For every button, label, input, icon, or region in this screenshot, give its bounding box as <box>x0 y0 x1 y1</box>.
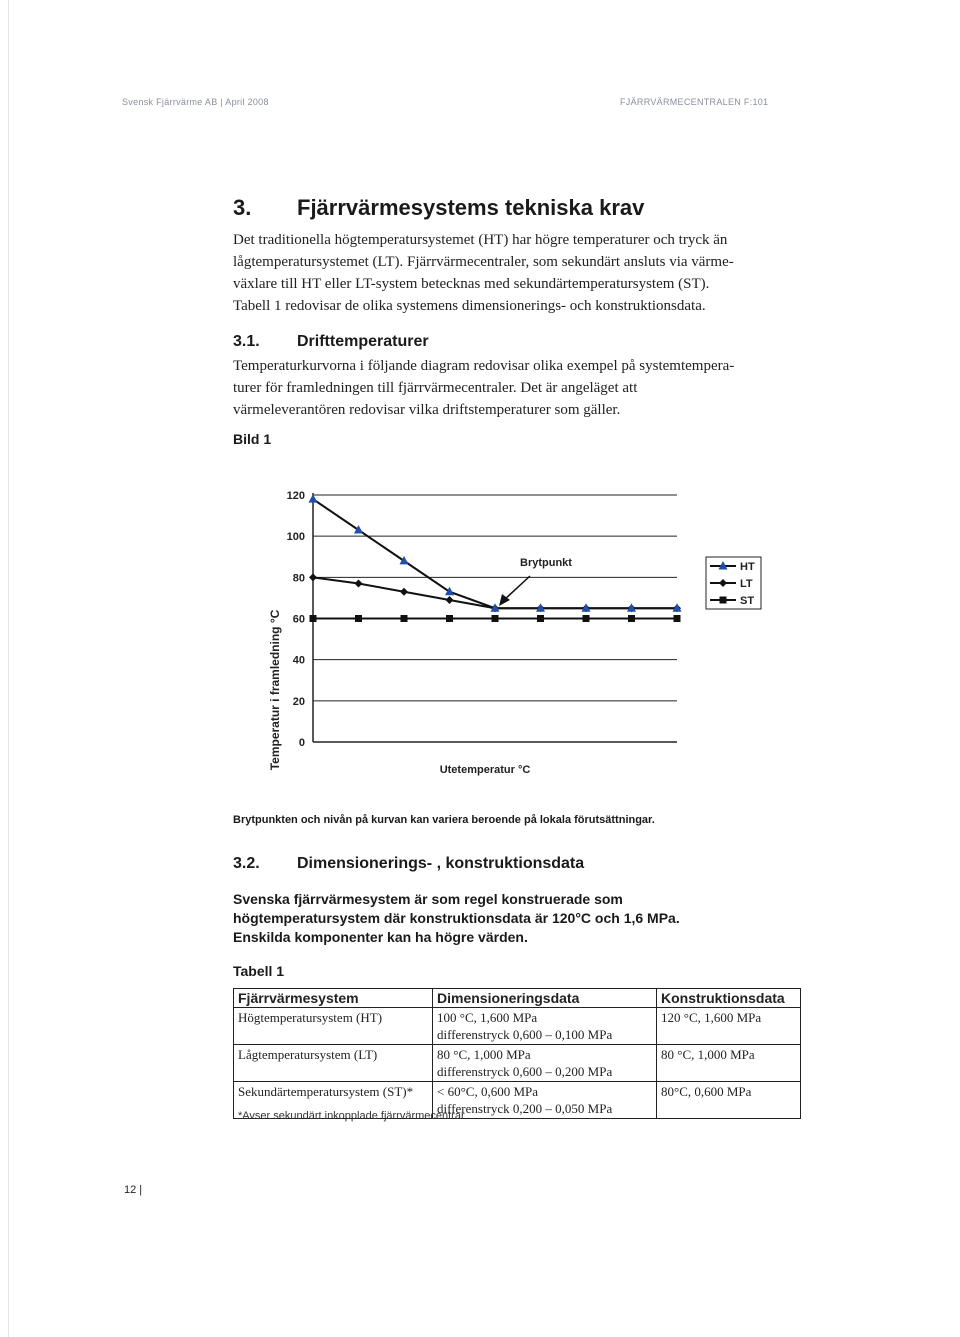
figure-caption: Brytpunkten och nivån på kurvan kan variera beroende på lokala förutsättningar. <box>233 814 655 826</box>
text-line: Det traditionella högtemperatursystemet (HT) har högre temperaturer och tryck än <box>233 232 728 248</box>
lt-point <box>309 573 317 581</box>
table-cell: Sekundärtemperatursystem (ST)* <box>234 1082 433 1119</box>
page-number: 12 | <box>124 1184 143 1196</box>
table-header-row <box>234 989 801 1008</box>
section-31-number: 3.1. <box>233 333 260 350</box>
cell-line: differenstryck 0,600 – 0,100 MPa <box>437 1027 613 1042</box>
st-point <box>674 615 681 622</box>
y-tick-label: 0 <box>298 737 305 749</box>
lt-point <box>400 588 408 596</box>
table-cell: Högtemperatursystem (HT) <box>234 1008 433 1045</box>
header-left: Svensk Fjärrvärme AB | April 2008 <box>122 97 269 107</box>
table-row <box>234 1045 801 1082</box>
y-tick-label: 100 <box>286 531 305 544</box>
table-cell: 80°C, 0,600 MPa <box>657 1082 801 1119</box>
figure-label: Bild 1 <box>233 431 272 447</box>
text-line: turer för framledningen till fjärrvärmecentraler. Det är angeläget att <box>233 380 638 396</box>
section-32-paragraph <box>233 890 793 947</box>
legend-label: HT <box>740 561 755 573</box>
section-32-title: Dimensionerings- , konstruktionsdata <box>297 855 585 872</box>
legend-marker <box>720 597 727 604</box>
data-table <box>233 988 801 1119</box>
y-tick-label: 80 <box>292 572 305 585</box>
legend-label: ST <box>740 595 755 607</box>
section-3-paragraph <box>233 229 793 317</box>
cell-line: differenstryck 0,200 – 0,050 MPa <box>437 1101 613 1116</box>
text-line: värmeleverantören redovisar vilka driftstemperaturer som gäller. <box>233 402 621 418</box>
table-cell <box>433 1045 657 1082</box>
table-label: Tabell 1 <box>233 963 285 979</box>
st-point <box>492 615 499 622</box>
ht-point <box>354 525 363 534</box>
st-point <box>537 615 544 622</box>
text-line: växlare till HT eller LT-system betecknas med sekundärtemperatursystem (ST). <box>233 276 710 292</box>
ht-series-line <box>313 499 677 608</box>
y-tick-label: 40 <box>292 654 305 667</box>
st-point <box>628 615 635 622</box>
table-cell: Lågtemperatursystem (LT) <box>234 1045 433 1082</box>
ht-point <box>445 587 454 596</box>
cell-line: 100 °C, 1,600 MPa <box>437 1010 538 1025</box>
text-line: Svenska fjärrvärmesystem är som regel konstruerade som <box>233 891 623 907</box>
cell-line: < 60°C, 0,600 MPa <box>437 1084 539 1099</box>
column-header: Konstruktionsdata <box>657 989 801 1008</box>
st-point <box>401 615 408 622</box>
st-point <box>355 615 362 622</box>
x-axis-label: Utetemperatur °C <box>439 764 531 776</box>
text-line: lågtemperatursystemet (LT). Fjärrvärmecentraler, som sekundärt ansluts via värme- <box>233 254 734 270</box>
st-point <box>310 615 317 622</box>
column-header: Fjärrvärmesystem <box>234 989 433 1008</box>
legend-label: LT <box>740 578 753 590</box>
text-line: Tabell 1 redovisar de olika systemens dimensionerings- och konstruktionsdata. <box>233 298 706 314</box>
breakpoint-annotation: Brytpunkt <box>520 557 572 569</box>
table-cell: 80 °C, 1,000 MPa <box>657 1045 801 1082</box>
table-cell <box>433 1082 657 1119</box>
temperature-chart <box>240 470 800 800</box>
text-line: högtemperatursystem där konstruktionsdata är 120°C och 1,6 MPa. <box>233 910 680 926</box>
lt-point <box>355 580 363 588</box>
section-32-number: 3.2. <box>233 855 260 872</box>
text-line: Temperaturkurvorna i följande diagram redovisar olika exempel på systemtempera- <box>233 358 735 374</box>
lt-point <box>446 596 454 604</box>
cell-line: 80 °C, 1,000 MPa <box>437 1047 531 1062</box>
section-31-title: Drifttemperaturer <box>297 333 429 350</box>
breakpoint-arrow <box>504 576 530 600</box>
st-point <box>446 615 453 622</box>
text-line: Enskilda komponenter kan ha högre värden. <box>233 929 528 945</box>
section-3-title: Fjärrvärmesystems tekniska krav <box>297 195 645 220</box>
table-cell <box>433 1008 657 1045</box>
table-row <box>234 1008 801 1045</box>
ht-point <box>400 556 409 565</box>
table-cell: 120 °C, 1,600 MPa <box>657 1008 801 1045</box>
table-footnote: *Avser sekundärt inkopplade fjärrvärmecentrar <box>238 1110 465 1122</box>
y-tick-label: 120 <box>286 490 305 502</box>
cell-line: differenstryck 0,600 – 0,200 MPa <box>437 1064 613 1079</box>
header-right: FJÄRRVÄRMECENTRALEN F:101 <box>620 97 769 107</box>
y-axis-label: Temperatur i framledning °C <box>268 609 282 771</box>
y-tick-label: 60 <box>292 613 305 626</box>
st-point <box>583 615 590 622</box>
section-3-number: 3. <box>233 195 252 220</box>
scan-edge-line <box>8 0 9 1337</box>
column-header: Dimensioneringsdata <box>433 989 657 1008</box>
y-tick-label: 20 <box>292 695 305 708</box>
section-31-paragraph <box>233 355 793 421</box>
